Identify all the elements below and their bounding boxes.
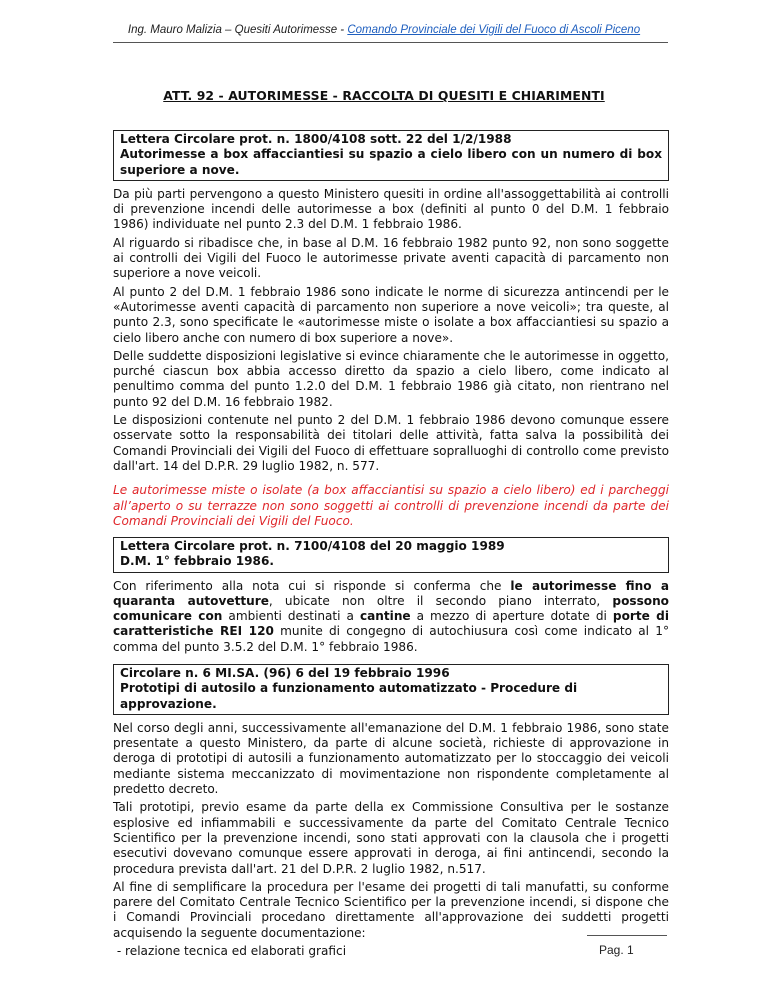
header-link[interactable]: Comando Provinciale dei Vigili del Fuoco di Ascoli Piceno: [347, 24, 641, 36]
section-2-heading-subject: D.M. 1° febbraio 1986.: [120, 554, 274, 569]
section-1-heading-subject: Autorimesse a box affacciantiesi su spazio a cielo libero con un numero di box superiore a nove.: [120, 147, 662, 177]
section-2-heading: [113, 537, 669, 573]
section-3-paragraph: Tali prototipi, previo esame da parte della ex Commissione Consultiva per le sostanze esplosive ed infiammabili e successivamente da parte del Comitato Centrale Tecnico Scientifico per la prevenzione incendi, sono stati approvati con la clausola che i progetti esecutivi dovevano comunque essere approvati in deroga, ai fini antincendi, secondo la procedura prevista dall'art. 21 del D.P.R. 2 luglio 1982, n.517.: [113, 800, 669, 876]
section-3-list-item: - relazione tecnica ed elaborati grafici: [113, 944, 347, 959]
section-1-paragraph: Al riguardo si ribadisce che, in base al D.M. 16 febbraio 1982 punto 92, non sono soggette ai controlli dei Vigili del Fuoco le autorimesse private aventi capacità di parcamento non superiore a nove veicoli.: [113, 235, 669, 281]
section-1: [113, 130, 669, 532]
section-3-heading-ref: Circolare n. 6 MI.SA. (96) 6 del 19 febbraio 1996: [120, 666, 450, 680]
header-author: Ing. Mauro Malizia – Quesiti Autorimesse -: [127, 24, 348, 36]
section-1-heading: [113, 130, 669, 181]
section-1-paragraph: Da più parti pervengono a questo Ministero quesiti in ordine all'assoggettabilità ai controlli di prevenzione incendi delle autorimesse a box (definiti al punto 0 del D.M. 1 febbraio 1986) individuate nel punto 2.3 del D.M. 1 febbraio 1986.: [113, 186, 669, 232]
section-1-paragraph: Al punto 2 del D.M. 1 febbraio 1986 sono indicate le norme di sicurezza antincendi per le «Autorimesse aventi capacità di parcamento non superiore a nove veicoli»; tra queste, al punto 2.3, sono specificate le «autorimesse miste o isolate a box affacciantiesi su spazio a cielo libero anche con numero di box superiore a nove».: [113, 284, 669, 345]
section-3-heading: [113, 664, 669, 715]
section-1-paragraph: Delle suddette disposizioni legislative si evince chiaramente che le autorimesse in oggetto, purché ciascun box abbia accesso diretto da spazio a cielo libero, come indicato al penultimo comma del punto 1.2.0 del D.M. 1 febbraio 1986 già citato, non rientrano nel punto 92 del D.M. 16 febbraio 1982.: [113, 348, 669, 409]
page-header: [0, 24, 768, 36]
section-2: [113, 537, 669, 658]
footer-divider: [587, 935, 667, 936]
section-3: [113, 664, 669, 962]
document-title: ATT. 92 - AUTORIMESSE - RACCOLTA DI QUESITI E CHIARIMENTI: [163, 88, 605, 103]
page-number: Pag. 1: [599, 943, 634, 957]
section-3-heading-subject: Prototipi di autosilo a funzionamento automatizzato - Procedure di approvazione.: [120, 681, 578, 711]
section-1-heading-ref: Lettera Circolare prot. n. 1800/4108 sott. 22 del 1/2/1988: [120, 132, 512, 146]
section-1-note: Le autorimesse miste o isolate (a box affacciantisi su spazio a cielo libero) ed i parcheggi all’aperto o su terrazze non sono soggetti ai controlli di prevenzione incendi da parte dei Comandi Provinciali dei Vigili del Fuoco.: [113, 483, 669, 528]
header-divider: [113, 42, 668, 43]
section-3-paragraph: Nel corso degli anni, successivamente all'emanazione del D.M. 1 febbraio 1986, sono state presentate a questo Ministero, da parte di alcune società, richieste di approvazione in deroga di prototipi di autosili a funzionamento automatizzato per lo stoccaggio dei veicoli mediante sistema meccanizzato di movimentazione non rispondente completamente al predetto decreto.: [113, 720, 669, 797]
section-2-heading-ref: Lettera Circolare prot. n. 7100/4108 del 20 maggio 1989: [120, 539, 505, 553]
section-3-paragraph: Al fine di semplificare la procedura per l'esame dei progetti di tali manufatti, su conforme parere del Comitato Centrale Tecnico Scientifico per la prevenzione incendi, si dispone che i Comandi Provinciali procedano direttamente all'approvazione dei suddetti progetti acquisendo la seguente documentazione:: [113, 879, 669, 940]
section-1-paragraph: Le disposizioni contenute nel punto 2 del D.M. 1 febbraio 1986 devono comunque essere osservate sotto la responsabilità dei titolari delle attività, fatta salva la possibilità dei Comandi Provinciali dei Vigili del Fuoco di effettuare sopralluoghi di controllo come previsto dall'art. 14 del D.P.R. 29 luglio 1982, n. 577.: [113, 413, 669, 473]
section-2-paragraph: Con riferimento alla nota cui si risponde si conferma che le autorimesse fino a quaranta autovetture, ubicate non oltre il secondo piano interrato, possono comunicare con ambienti destinati a cantine a mezzo di aperture dotate di porte di caratteristiche REI 120 munite di congegno di autochiusura così come indicato al 1° comma del punto 3.5.2 del D.M. 1° febbraio 1986.: [113, 578, 669, 654]
